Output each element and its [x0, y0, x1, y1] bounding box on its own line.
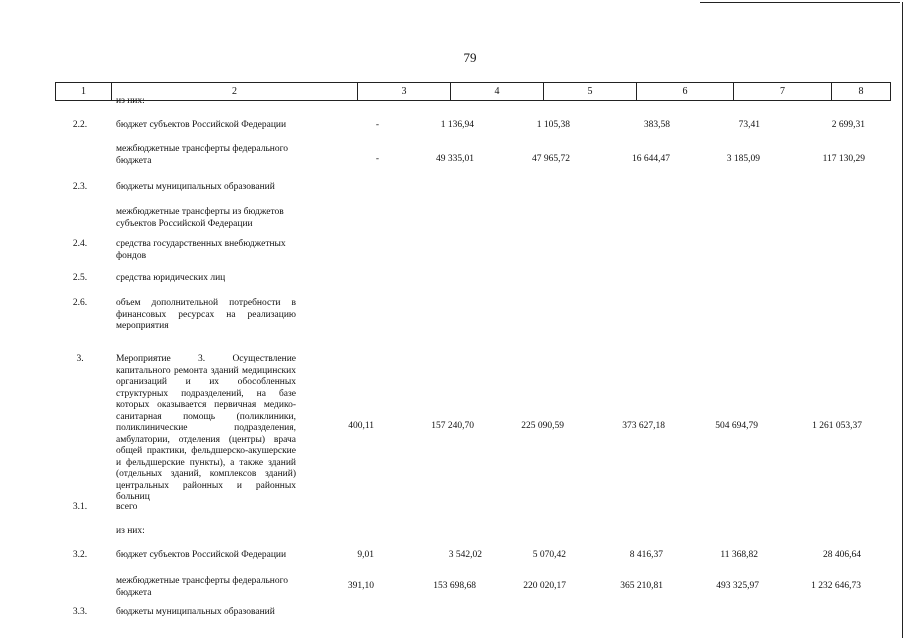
row-label: бюджеты муниципальных образований — [116, 182, 275, 192]
cell-col-5: 5 070,42 — [532, 550, 566, 560]
cell-col-3: 9,01 — [357, 550, 374, 560]
row-label: всего — [116, 502, 138, 512]
cell-col-7: 493 325,97 — [716, 581, 759, 591]
cell-col-4: 157 240,70 — [431, 421, 474, 431]
scan-edge-top — [700, 2, 900, 3]
row-number: 2.2. — [72, 120, 88, 130]
header-col-8: 8 — [831, 83, 891, 100]
cell-col-8: 1 261 053,37 — [812, 421, 862, 431]
row-label: средства юридических лиц — [116, 273, 226, 283]
header-col-5: 5 — [543, 83, 636, 100]
cell-col-4: 153 698,68 — [433, 581, 476, 591]
cell-col-4: 49 335,01 — [436, 154, 474, 164]
cell-col-5: 225 090,59 — [521, 421, 564, 431]
cell-col-5: 1 105,38 — [536, 120, 570, 130]
cell-col-7: 3 185,09 — [726, 154, 760, 164]
cell-col-6: 383,58 — [643, 120, 670, 130]
cell-col-6: 373 627,18 — [622, 421, 665, 431]
row-label: межбюджетные трансферты из бюджетов субъектов Российской Федерации — [116, 207, 284, 229]
cell-col-3: - — [375, 154, 379, 164]
row-label: Мероприятие 3. Осуществление капитального ремонта зданий медицинских организаций и их обособленных структурных подразделений, на базе которых оказывается первичная медико- санитарная помощь (поликлиники, поликлинические подразделения, амбулатории, отделения (центры) врача общей практики, фельдшерско-акушерские и фельдшерские пункты), а также зданий (отдельных зданий, комплексов зданий) центральных районных и районных больниц — [116, 354, 296, 502]
row-number: 2.5. — [72, 273, 88, 283]
cell-col-7: 73,41 — [738, 120, 760, 130]
cell-col-3: 400,11 — [348, 421, 374, 431]
cell-col-6: 16 644,47 — [632, 154, 670, 164]
row-label: объем дополнительной потребности в финансовых ресурсах на реализацию мероприятия — [116, 298, 296, 331]
row-label: межбюджетные трансферты федерального бюджета — [116, 144, 289, 166]
row-label: бюджет субъектов Российской Федерации — [116, 550, 287, 560]
row-label: бюджеты муниципальных образований — [116, 607, 275, 617]
row-label: средства государственных внебюджетных фондов — [116, 239, 286, 261]
header-col-3: 3 — [357, 83, 450, 100]
header-col-1: 1 — [55, 83, 111, 100]
cell-col-6: 365 210,81 — [620, 581, 663, 591]
cell-col-5: 220 020,17 — [523, 581, 566, 591]
header-col-7: 7 — [733, 83, 831, 100]
row-label: бюджет субъектов Российской Федерации — [116, 120, 287, 130]
row-label: из них: — [116, 526, 145, 536]
cell-col-4: 3 542,02 — [448, 550, 482, 560]
cell-col-3: - — [375, 120, 379, 130]
cell-col-7: 504 694,79 — [715, 421, 758, 431]
cell-col-3: 391,10 — [347, 581, 374, 591]
row-label: межбюджетные трансферты федерального бюджета — [116, 576, 289, 598]
row-number: 2.3. — [72, 182, 88, 192]
cell-col-5: 47 965,72 — [532, 154, 570, 164]
row-label: из них: — [116, 96, 145, 106]
row-number: 3.1. — [72, 502, 88, 512]
cell-col-7: 11 368,82 — [720, 550, 758, 560]
row-number: 3. — [76, 354, 84, 364]
cell-col-8: 2 699,31 — [831, 120, 865, 130]
cell-col-8: 28 406,64 — [823, 550, 861, 560]
cell-col-8: 117 130,29 — [822, 154, 865, 164]
scan-edge-right — [902, 2, 903, 638]
header-col-2: 2 — [111, 83, 357, 100]
row-number: 3.2. — [72, 550, 88, 560]
page-number: 79 — [463, 50, 477, 65]
row-number: 2.4. — [72, 239, 88, 249]
cell-col-8: 1 232 646,73 — [811, 581, 861, 591]
cell-col-6: 8 416,37 — [629, 550, 663, 560]
cell-col-4: 1 136,94 — [440, 120, 474, 130]
row-number: 3.3. — [72, 607, 88, 617]
header-col-6: 6 — [636, 83, 733, 100]
header-col-4: 4 — [450, 83, 543, 100]
row-number: 2.6. — [72, 298, 88, 308]
